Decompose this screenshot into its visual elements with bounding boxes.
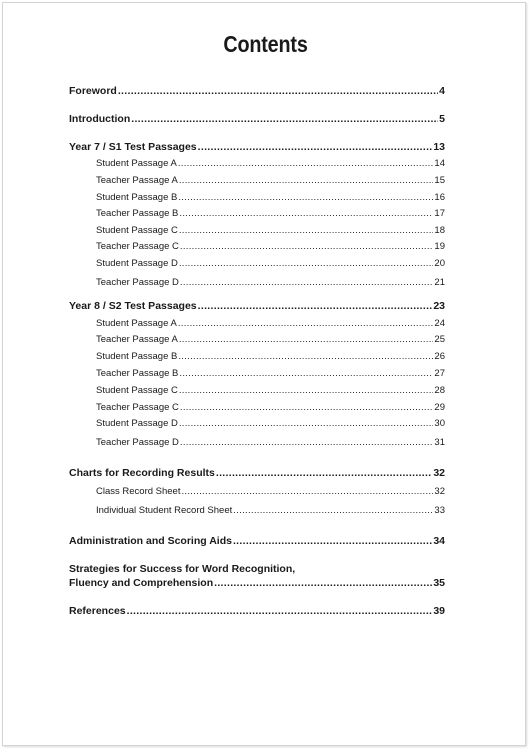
toc-subentry[interactable] (96, 175, 445, 186)
toc-entry-label: Teacher Passage A (96, 175, 178, 186)
toc-entry-page: 21 (434, 277, 445, 288)
toc-entry-label: Year 8 / S2 Test Passages (69, 300, 197, 312)
toc-entry-page: 32 (434, 486, 445, 497)
toc-entry-label: Teacher Passage A (96, 334, 178, 345)
dot-leader (233, 505, 433, 516)
toc-entry-label: Foreword (69, 85, 117, 97)
dot-leader (178, 351, 433, 362)
toc-subentry[interactable] (96, 258, 445, 269)
toc-entry-references[interactable] (69, 605, 445, 617)
toc-entry-page: 13 (433, 141, 445, 153)
toc-entry-label: Class Record Sheet (96, 486, 181, 497)
toc-entry-page: 27 (434, 368, 445, 379)
toc-subentry[interactable] (96, 158, 445, 169)
toc-subentry[interactable] (96, 208, 445, 219)
toc-subentry[interactable] (96, 277, 445, 288)
dot-leader (198, 300, 433, 312)
toc-entry-introduction[interactable] (69, 113, 445, 125)
toc-subentry[interactable] (96, 334, 445, 345)
toc-subentry[interactable] (96, 368, 445, 379)
dot-leader (180, 437, 434, 448)
toc-entry-page: 5 (439, 113, 445, 125)
toc-entry-label: References (69, 605, 126, 617)
dot-leader (131, 113, 438, 125)
dot-leader (179, 258, 434, 269)
dot-leader (179, 334, 434, 345)
toc-entry-label: Student Passage D (96, 418, 178, 429)
toc-entry-page: 28 (434, 385, 445, 396)
dot-leader (179, 208, 433, 219)
dot-leader (216, 467, 432, 479)
dot-leader (178, 192, 433, 203)
toc-entry-label: Fluency and Comprehension (69, 577, 214, 589)
toc-entry-page: 39 (433, 605, 445, 617)
toc-entry-charts[interactable] (69, 467, 445, 479)
toc-entry-label: Student Passage C (96, 385, 178, 396)
dot-leader (198, 141, 433, 153)
toc-entry-label: Student Passage B (96, 351, 178, 362)
dot-leader (180, 277, 434, 288)
toc-entry-page: 29 (434, 402, 445, 413)
dot-leader (178, 158, 434, 169)
toc-entry-page: 30 (434, 418, 445, 429)
toc-entry-label: Teacher Passage B (96, 208, 179, 219)
toc-entry-label: Teacher Passage C (96, 402, 179, 413)
toc-entry-label: Teacher Passage C (96, 241, 179, 252)
toc-subentry[interactable] (96, 402, 445, 413)
toc-entry-label: Student Passage A (96, 318, 177, 329)
dot-leader (178, 318, 434, 329)
toc-entry-page: 14 (434, 158, 445, 169)
toc-entry-page: 26 (434, 351, 445, 362)
dot-leader (233, 535, 432, 547)
toc-subentry[interactable] (96, 351, 445, 362)
toc-subentry[interactable] (96, 192, 445, 203)
toc-entry-page: 20 (434, 258, 445, 269)
toc-subentry[interactable] (96, 225, 445, 236)
toc-entry-page: 17 (434, 208, 445, 219)
toc-entry-label: Administration and Scoring Aids (69, 535, 232, 547)
toc-entry-page: 19 (434, 241, 445, 252)
toc-subentry[interactable] (96, 437, 445, 448)
toc-entry-page: 25 (434, 334, 445, 345)
toc-entry-label: Introduction (69, 113, 131, 125)
toc-entry-page: 4 (439, 85, 445, 97)
toc-entry-page: 31 (434, 437, 445, 448)
toc-entry-label: Charts for Recording Results (69, 467, 215, 479)
toc-subentry[interactable] (96, 505, 445, 516)
dot-leader (127, 605, 433, 617)
toc-entry-label: Student Passage B (96, 192, 178, 203)
toc-entry-page: 16 (434, 192, 445, 203)
toc-subentry[interactable] (96, 241, 445, 252)
toc-entry-page: 32 (433, 467, 445, 479)
dot-leader (180, 241, 434, 252)
toc-entry-label: Teacher Passage D (96, 437, 179, 448)
dot-leader (180, 402, 434, 413)
toc-entry-label: Student Passage C (96, 225, 178, 236)
dot-leader (181, 486, 433, 497)
dot-leader (118, 85, 438, 97)
toc-entry-page: 18 (434, 225, 445, 236)
toc-entry-label: Individual Student Record Sheet (96, 505, 233, 516)
dot-leader (179, 225, 434, 236)
dot-leader (214, 577, 432, 589)
toc-entry-strategies-line1: Strategies for Success for Word Recognition, (69, 563, 296, 575)
dot-leader (179, 175, 434, 186)
toc-entry-year8[interactable] (69, 300, 445, 312)
dot-leader (179, 418, 434, 429)
dot-leader (179, 385, 434, 396)
toc-subentry[interactable] (96, 418, 445, 429)
toc-subentry[interactable] (96, 318, 445, 329)
toc-subentry[interactable] (96, 385, 445, 396)
toc-entry-page: 33 (434, 505, 445, 516)
toc-entry-label: Teacher Passage B (96, 368, 179, 379)
toc-entry-page: 23 (433, 300, 445, 312)
toc-entry-page: 24 (434, 318, 445, 329)
toc-entry-label: Year 7 / S1 Test Passages (69, 141, 197, 153)
toc-subentry[interactable] (96, 486, 445, 497)
toc-entry-strategies[interactable] (69, 577, 445, 589)
toc-entry-label: Student Passage D (96, 258, 178, 269)
toc-entry-year7[interactable] (69, 141, 445, 153)
toc-entry-page: 35 (433, 577, 445, 589)
toc-entry-administration[interactable] (69, 535, 445, 547)
toc-entry-label: Student Passage A (96, 158, 177, 169)
page-title: Contents (223, 31, 308, 57)
toc-entry-foreword[interactable] (69, 85, 445, 97)
toc-entry-label: Teacher Passage D (96, 277, 179, 288)
toc-entry-page: 15 (434, 175, 445, 186)
dot-leader (179, 368, 433, 379)
toc-entry-page: 34 (433, 535, 445, 547)
